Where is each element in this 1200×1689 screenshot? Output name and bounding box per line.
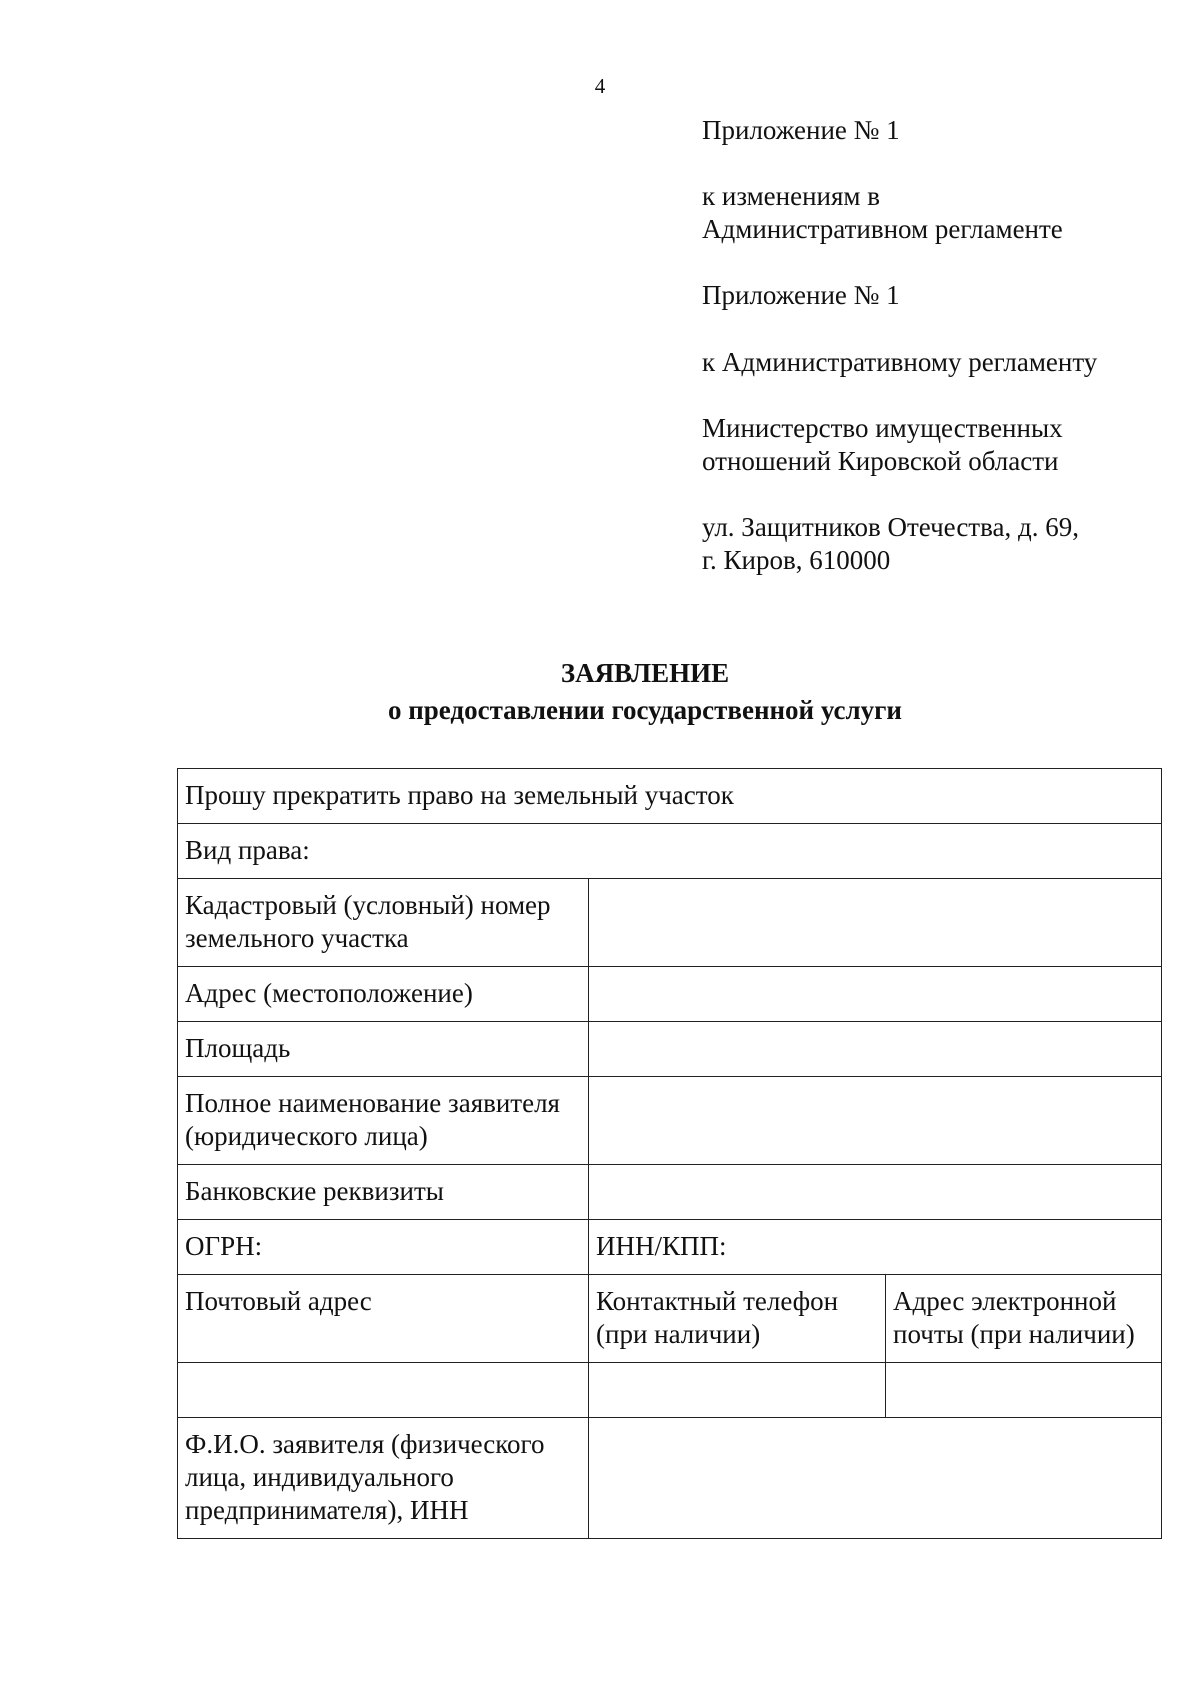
address-field[interactable] bbox=[589, 967, 1162, 1022]
fio-field[interactable] bbox=[589, 1418, 1162, 1539]
recipient-line: отношений Кировской области bbox=[702, 446, 1059, 476]
email-label: Адрес электронной почты (при наличии) bbox=[886, 1275, 1162, 1363]
bank-field[interactable] bbox=[589, 1165, 1162, 1220]
area-field[interactable] bbox=[589, 1022, 1162, 1077]
fio-label: Ф.И.О. заявителя (физического лица, индивидуального предпринимателя), ИНН bbox=[178, 1418, 589, 1539]
appendix-line: Административном регламенте bbox=[702, 214, 1063, 244]
appendix-line: Приложение № 1 bbox=[702, 115, 900, 145]
recipient-line: Министерство имущественных bbox=[702, 413, 1063, 443]
address-label: Адрес (местоположение) bbox=[178, 967, 589, 1022]
area-label: Площадь bbox=[178, 1022, 589, 1077]
recipient bbox=[702, 412, 1063, 478]
document-title: ЗАЯВЛЕНИЕ bbox=[560, 658, 730, 688]
postal-field[interactable] bbox=[178, 1363, 589, 1418]
phone-field[interactable] bbox=[589, 1363, 886, 1418]
cadastral-label: Кадастровый (условный) номер земельного участка bbox=[178, 879, 589, 967]
right-type-cell: Вид права: bbox=[178, 824, 1162, 879]
appendix-line: Приложение № 1 bbox=[702, 280, 900, 310]
bank-label: Банковские реквизиты bbox=[178, 1165, 589, 1220]
appendix-line: к Административному регламенту bbox=[702, 347, 1098, 377]
email-field[interactable] bbox=[886, 1363, 1162, 1418]
address-line: ул. Защитников Отечества, д. 69, bbox=[702, 512, 1079, 542]
org-name-label: Полное наименование заявителя (юридического лица) bbox=[178, 1077, 589, 1165]
recipient-address bbox=[702, 511, 1079, 577]
postal-label: Почтовый адрес bbox=[178, 1275, 589, 1363]
page-number: 4 bbox=[594, 74, 606, 98]
application-form bbox=[177, 768, 1162, 1539]
appendix-reference bbox=[702, 180, 1063, 246]
request-cell: Прошу прекратить право на земельный участок bbox=[178, 769, 1162, 824]
phone-label: Контактный телефон (при наличии) bbox=[589, 1275, 886, 1363]
appendix-line: к изменениям в bbox=[702, 181, 881, 211]
document-subtitle: о предоставлении государственной услуги bbox=[387, 695, 902, 725]
address-line: г. Киров, 610000 bbox=[702, 545, 891, 575]
ogrn-field[interactable]: ОГРН: bbox=[178, 1220, 589, 1275]
cadastral-field[interactable] bbox=[589, 879, 1162, 967]
inn-kpp-field[interactable]: ИНН/КПП: bbox=[589, 1220, 1162, 1275]
org-name-field[interactable] bbox=[589, 1077, 1162, 1165]
